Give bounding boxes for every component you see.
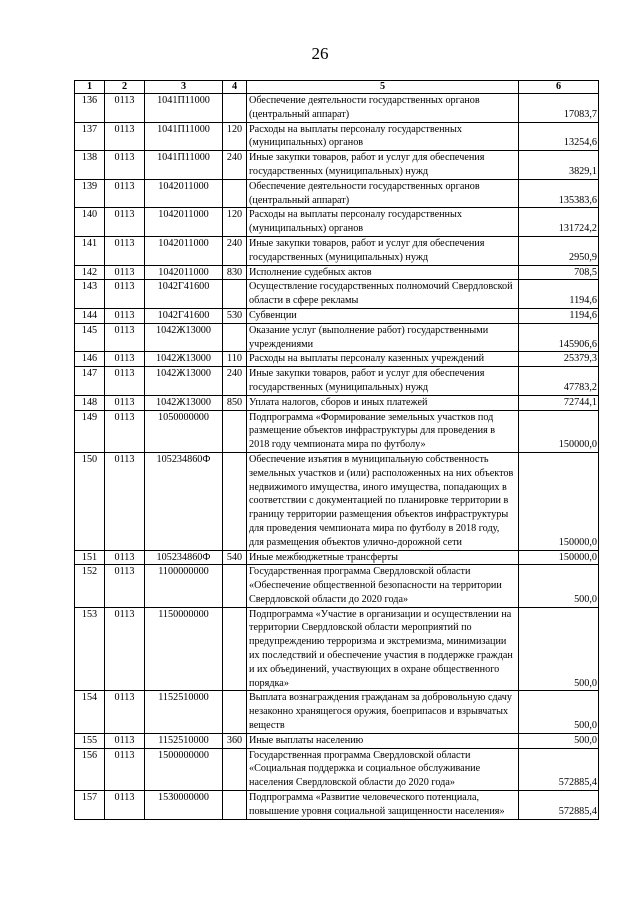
section-code: 0113 <box>105 151 145 180</box>
expense-type-code <box>223 791 247 820</box>
target-article-code: 1042011000 <box>145 236 223 265</box>
table-row <box>75 151 599 180</box>
section-code: 0113 <box>105 410 145 452</box>
row-number: 151 <box>75 550 105 565</box>
expense-type-code: 240 <box>223 367 247 396</box>
table-row <box>75 208 599 237</box>
amount: 1194,6 <box>519 308 599 323</box>
amount: 500,0 <box>519 565 599 607</box>
section-code: 0113 <box>105 395 145 410</box>
amount: 135383,6 <box>519 179 599 208</box>
expense-name: Иные выплаты населению <box>247 733 519 748</box>
expense-name: Обеспечение изъятия в муниципальную собственность земельных участков и (или) расположенных на них объектов недвижимого имущества, иного имущества, попадающих в соответствии с документацией по планировке территории в границу территории размещения объектов инфраструктуры для проведения чемпионата мира по футболу в 2018 году, для размещения объектов улично-дорожной сети <box>247 452 519 550</box>
section-code: 0113 <box>105 748 145 790</box>
expense-type-code: 850 <box>223 395 247 410</box>
expense-name: Расходы на выплаты персоналу казенных учреждений <box>247 352 519 367</box>
table-row <box>75 94 599 123</box>
section-code: 0113 <box>105 208 145 237</box>
amount: 500,0 <box>519 607 599 691</box>
table-row <box>75 607 599 691</box>
expense-type-code <box>223 565 247 607</box>
expense-name: Иные закупки товаров, работ и услуг для обеспечения государственных (муниципальных) нужд <box>247 236 519 265</box>
table-row <box>75 410 599 452</box>
amount: 13254,6 <box>519 122 599 151</box>
target-article-code: 1150000000 <box>145 607 223 691</box>
row-number: 141 <box>75 236 105 265</box>
col-header: 3 <box>145 81 223 94</box>
expense-type-code <box>223 280 247 309</box>
amount: 2950,9 <box>519 236 599 265</box>
expense-type-code: 240 <box>223 151 247 180</box>
expense-type-code <box>223 410 247 452</box>
target-article-code: 1041П11000 <box>145 151 223 180</box>
table-row <box>75 452 599 550</box>
section-code: 0113 <box>105 607 145 691</box>
row-number: 138 <box>75 151 105 180</box>
expense-type-code: 110 <box>223 352 247 367</box>
table-row <box>75 280 599 309</box>
table-row <box>75 550 599 565</box>
expense-name: Уплата налогов, сборов и иных платежей <box>247 395 519 410</box>
section-code: 0113 <box>105 323 145 352</box>
amount: 500,0 <box>519 733 599 748</box>
budget-table <box>74 80 599 820</box>
amount: 708,5 <box>519 265 599 280</box>
section-code: 0113 <box>105 236 145 265</box>
table-row <box>75 308 599 323</box>
target-article-code: 1042Г41600 <box>145 308 223 323</box>
row-number: 156 <box>75 748 105 790</box>
row-number: 140 <box>75 208 105 237</box>
amount: 145906,6 <box>519 323 599 352</box>
target-article-code: 1100000000 <box>145 565 223 607</box>
table-row <box>75 179 599 208</box>
section-code: 0113 <box>105 352 145 367</box>
expense-name: Обеспечение деятельности государственных органов (центральный аппарат) <box>247 94 519 123</box>
amount: 150000,0 <box>519 452 599 550</box>
table-header-row <box>75 81 599 94</box>
amount: 17083,7 <box>519 94 599 123</box>
row-number: 142 <box>75 265 105 280</box>
target-article-code: 105234860Ф <box>145 452 223 550</box>
amount: 572885,4 <box>519 791 599 820</box>
expense-type-code: 360 <box>223 733 247 748</box>
table-row <box>75 352 599 367</box>
expense-name: Исполнение судебных актов <box>247 265 519 280</box>
expense-name: Оказание услуг (выполнение работ) государственными учреждениями <box>247 323 519 352</box>
expense-type-code: 540 <box>223 550 247 565</box>
section-code: 0113 <box>105 733 145 748</box>
page-number: 26 <box>311 44 329 63</box>
row-number: 148 <box>75 395 105 410</box>
table-row <box>75 323 599 352</box>
col-header: 6 <box>519 81 599 94</box>
expense-type-code <box>223 179 247 208</box>
section-code: 0113 <box>105 179 145 208</box>
target-article-code: 1042Ж13000 <box>145 367 223 396</box>
table-row <box>75 691 599 733</box>
expense-name: Подпрограмма «Развитие человеческого потенциала, повышение уровня социальной защищенности населения» <box>247 791 519 820</box>
row-number: 150 <box>75 452 105 550</box>
expense-name: Иные межбюджетные трансферты <box>247 550 519 565</box>
col-header: 4 <box>223 81 247 94</box>
row-number: 152 <box>75 565 105 607</box>
table-row <box>75 733 599 748</box>
section-code: 0113 <box>105 122 145 151</box>
row-number: 147 <box>75 367 105 396</box>
row-number: 139 <box>75 179 105 208</box>
expense-name: Расходы на выплаты персоналу государственных (муниципальных) органов <box>247 208 519 237</box>
target-article-code: 1152510000 <box>145 733 223 748</box>
expense-type-code <box>223 452 247 550</box>
expense-name: Осуществление государственных полномочий Свердловской области в сфере рекламы <box>247 280 519 309</box>
expense-type-code: 120 <box>223 122 247 151</box>
row-number: 145 <box>75 323 105 352</box>
target-article-code: 1042Ж13000 <box>145 352 223 367</box>
section-code: 0113 <box>105 94 145 123</box>
row-number: 154 <box>75 691 105 733</box>
table-row <box>75 748 599 790</box>
section-code: 0113 <box>105 691 145 733</box>
row-number: 146 <box>75 352 105 367</box>
col-header: 2 <box>105 81 145 94</box>
expense-name: Субвенции <box>247 308 519 323</box>
expense-type-code <box>223 323 247 352</box>
row-number: 136 <box>75 94 105 123</box>
expense-name: Расходы на выплаты персоналу государственных (муниципальных) органов <box>247 122 519 151</box>
row-number: 137 <box>75 122 105 151</box>
target-article-code: 1530000000 <box>145 791 223 820</box>
section-code: 0113 <box>105 280 145 309</box>
amount: 572885,4 <box>519 748 599 790</box>
expense-name: Обеспечение деятельности государственных органов (центральный аппарат) <box>247 179 519 208</box>
expense-type-code: 120 <box>223 208 247 237</box>
expense-name: Иные закупки товаров, работ и услуг для обеспечения государственных (муниципальных) нужд <box>247 151 519 180</box>
expense-name: Иные закупки товаров, работ и услуг для обеспечения государственных (муниципальных) нужд <box>247 367 519 396</box>
expense-type-code: 530 <box>223 308 247 323</box>
amount: 150000,0 <box>519 410 599 452</box>
table-row <box>75 791 599 820</box>
row-number: 149 <box>75 410 105 452</box>
table-row <box>75 395 599 410</box>
amount: 25379,3 <box>519 352 599 367</box>
row-number: 155 <box>75 733 105 748</box>
target-article-code: 1042Ж13000 <box>145 395 223 410</box>
table-row <box>75 265 599 280</box>
expense-type-code <box>223 748 247 790</box>
section-code: 0113 <box>105 452 145 550</box>
section-code: 0113 <box>105 308 145 323</box>
amount: 1194,6 <box>519 280 599 309</box>
target-article-code: 1042Ж13000 <box>145 323 223 352</box>
section-code: 0113 <box>105 791 145 820</box>
expense-name: Государственная программа Свердловской области «Социальная поддержка и социальное обслуживание населения Свердловской области до 2020 года» <box>247 748 519 790</box>
row-number: 153 <box>75 607 105 691</box>
target-article-code: 1042Г41600 <box>145 280 223 309</box>
expense-name: Подпрограмма «Участие в организации и осуществлении на территории Свердловской области мероприятий по предупреждению терроризма и экстремизма, минимизации их последствий и обеспечение участия в поддержке граждан и их объединений, участвующих в охране общественного порядка» <box>247 607 519 691</box>
row-number: 143 <box>75 280 105 309</box>
target-article-code: 105234860Ф <box>145 550 223 565</box>
table-row <box>75 367 599 396</box>
expense-type-code: 240 <box>223 236 247 265</box>
amount: 500,0 <box>519 691 599 733</box>
expense-type-code <box>223 691 247 733</box>
section-code: 0113 <box>105 265 145 280</box>
amount: 131724,2 <box>519 208 599 237</box>
target-article-code: 1042011000 <box>145 265 223 280</box>
amount: 3829,1 <box>519 151 599 180</box>
amount: 150000,0 <box>519 550 599 565</box>
target-article-code: 1041П11000 <box>145 122 223 151</box>
section-code: 0113 <box>105 565 145 607</box>
col-header: 1 <box>75 81 105 94</box>
table-row <box>75 122 599 151</box>
section-code: 0113 <box>105 367 145 396</box>
target-article-code: 1500000000 <box>145 748 223 790</box>
table-row <box>75 236 599 265</box>
target-article-code: 1041П11000 <box>145 94 223 123</box>
col-header: 5 <box>247 81 519 94</box>
row-number: 144 <box>75 308 105 323</box>
amount: 72744,1 <box>519 395 599 410</box>
expense-type-code: 830 <box>223 265 247 280</box>
row-number: 157 <box>75 791 105 820</box>
target-article-code: 1050000000 <box>145 410 223 452</box>
target-article-code: 1042011000 <box>145 208 223 237</box>
target-article-code: 1042011000 <box>145 179 223 208</box>
expense-name: Подпрограмма «Формирование земельных участков под размещение объектов инфраструктуры для проведения в 2018 году чемпионата мира по футболу» <box>247 410 519 452</box>
expense-name: Выплата вознаграждения гражданам за добровольную сдачу незаконно хранящегося оружия, боеприпасов и взрывчатых веществ <box>247 691 519 733</box>
table-row <box>75 565 599 607</box>
amount: 47783,2 <box>519 367 599 396</box>
section-code: 0113 <box>105 550 145 565</box>
target-article-code: 1152510000 <box>145 691 223 733</box>
expense-type-code <box>223 607 247 691</box>
expense-name: Государственная программа Свердловской области «Обеспечение общественной безопасности на территории Свердловской области до 2020 года» <box>247 565 519 607</box>
expense-type-code <box>223 94 247 123</box>
